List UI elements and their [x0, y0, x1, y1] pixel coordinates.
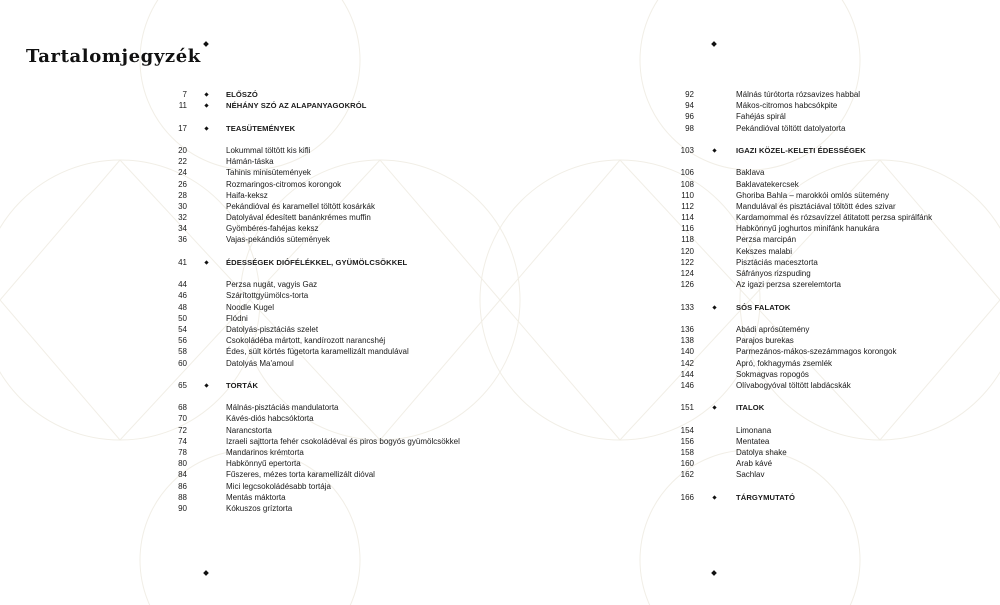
- toc-page-number: 114: [681, 213, 694, 223]
- toc-page-number: 65: [178, 380, 187, 390]
- toc-entry-row[interactable]: [0, 279, 500, 290]
- toc-entry-row[interactable]: [500, 447, 1000, 458]
- toc-entry-row[interactable]: [500, 212, 1000, 223]
- ornament-diamond-bottom: [711, 570, 717, 576]
- toc-entry-title: Tahinis minisütemények: [226, 168, 311, 178]
- toc-entry-title: Limonana: [736, 425, 772, 435]
- toc-entry-title: Mentás máktorta: [226, 492, 286, 502]
- toc-entry-row[interactable]: [500, 425, 1000, 436]
- toc-page-number: 122: [680, 257, 694, 267]
- toc-entry-title: Mandulával és pisztáciával töltött édes szivar: [736, 201, 896, 211]
- toc-gap: [0, 391, 500, 402]
- toc-entry-title: Parmezános-mákos-szezámmagos korongok: [736, 347, 897, 357]
- toc-page-number: 44: [178, 280, 187, 290]
- toc-entry-title: Kekszes malabi: [736, 246, 793, 256]
- section-bullet-icon: [204, 383, 208, 387]
- toc-gap: [500, 413, 1000, 424]
- toc-entry-title: Szárítottgyümölcs-torta: [226, 291, 309, 301]
- toc-entry-title: Fahéjás spirál: [736, 112, 786, 122]
- toc-entry-title: Perzsa nugát, vagyis Gaz: [226, 280, 318, 290]
- toc-page-number: 126: [680, 280, 694, 290]
- toc-entry-title: Noodle Kugel: [226, 302, 275, 312]
- toc-section-row[interactable]: [0, 100, 500, 111]
- toc-entry-title: Málnás túrótorta rózsavizes habbal: [736, 90, 861, 99]
- toc-entry-row[interactable]: [500, 268, 1000, 279]
- toc-entry-row[interactable]: [0, 179, 500, 190]
- toc-page-number: 26: [178, 179, 187, 189]
- toc-section-title: TÁRGYMUTATÓ: [736, 492, 796, 502]
- toc-section-title: TORTÁK: [226, 380, 259, 390]
- toc-entry-row[interactable]: [0, 156, 500, 167]
- toc-entry-row[interactable]: [500, 369, 1000, 380]
- toc-entry-title: Mandarinos krémtorta: [226, 448, 304, 457]
- toc-gap: [500, 290, 1000, 301]
- toc-page-number: 158: [680, 448, 694, 457]
- toc-entry-title: Sokmagvas ropogós: [736, 369, 809, 379]
- toc-entry-row[interactable]: [500, 335, 1000, 346]
- toc-page-number: 142: [680, 358, 694, 368]
- toc-page-number: 160: [680, 459, 694, 469]
- toc-page-number: 30: [178, 201, 187, 211]
- toc-entry-title: Habkönnyű joghurtos minifánk hanukára: [736, 224, 880, 234]
- toc-page-number: 36: [178, 235, 187, 245]
- toc-page-number: 32: [178, 213, 187, 223]
- toc-section-row[interactable]: [500, 302, 1000, 313]
- ornament-diamond-top: [711, 41, 717, 47]
- toc-gap: [500, 481, 1000, 492]
- toc-page-number: 50: [178, 313, 187, 323]
- toc-section-row[interactable]: [0, 380, 500, 391]
- toc-page-number: 54: [178, 324, 187, 334]
- toc-section-row[interactable]: [500, 145, 1000, 156]
- toc-page-number: 110: [681, 190, 694, 200]
- toc-entry-title: Gyömbéres-fahéjas keksz: [226, 224, 319, 234]
- toc-section-row[interactable]: [0, 89, 500, 100]
- toc-entry-row[interactable]: [500, 89, 1000, 100]
- toc-entry-row[interactable]: [500, 346, 1000, 357]
- toc-entry-title: Kávés-diós habcsóktorta: [226, 414, 314, 424]
- toc-section-title: IGAZI KÖZEL-KELETI ÉDESSÉGEK: [736, 145, 866, 155]
- toc-entry-title: Apró, fokhagymás zsemlék: [736, 358, 833, 368]
- toc-section-row[interactable]: [0, 123, 500, 134]
- toc-page-number: 11: [178, 101, 187, 111]
- toc-gap: [500, 134, 1000, 145]
- toc-gap: [0, 246, 500, 257]
- ornament-diamond-bottom: [203, 570, 209, 576]
- toc-page-number: 7: [182, 90, 187, 99]
- toc-entry-title: Datolyával édesített banánkrémes muffin: [226, 213, 371, 223]
- toc-section-title: ITALOK: [736, 403, 765, 413]
- toc-section-title: ÉDESSÉGEK DIÓFÉLÉKKEL, GYÜMÖLCSÖKKEL: [226, 257, 408, 267]
- toc-entry-row[interactable]: [0, 324, 500, 335]
- toc-entry-title: Ghoriba Bahla – marokkói omlós sütemény: [736, 190, 889, 200]
- toc-page-number: 151: [680, 403, 694, 413]
- toc-entry-row[interactable]: [500, 190, 1000, 201]
- toc-gap: [0, 268, 500, 279]
- toc-page-number: 166: [680, 492, 694, 502]
- toc-entry-row[interactable]: [0, 313, 500, 324]
- section-bullet-icon: [712, 148, 716, 152]
- page-title: Tartalomjegyzék: [26, 46, 201, 67]
- toc-entry-row[interactable]: [500, 111, 1000, 122]
- toc-gap: [0, 111, 500, 122]
- toc-page-number: 106: [680, 168, 694, 178]
- toc-page-number: 156: [680, 436, 694, 446]
- toc-page-number: 28: [178, 190, 187, 200]
- toc-entry-title: Habkönnyű epertorta: [226, 459, 301, 469]
- toc-page-number: 68: [178, 403, 187, 413]
- toc-page-number: 116: [681, 224, 694, 234]
- toc-entry-title: Datolyás-pisztáciás szelet: [226, 324, 319, 334]
- toc-page-number: 103: [680, 145, 694, 155]
- toc-entry-title: Kardamommal és rózsavízzel átitatott perzsa spirálfánk: [736, 213, 933, 223]
- toc-page-number: 70: [178, 414, 187, 424]
- toc-section-title: ELŐSZÓ: [226, 90, 258, 99]
- toc-page-number: 92: [685, 90, 694, 99]
- toc-entry-row[interactable]: [0, 469, 500, 480]
- toc-entry-title: Haifa-keksz: [226, 190, 268, 200]
- toc-page-number: 41: [178, 257, 187, 267]
- toc-entry-row[interactable]: [0, 402, 500, 413]
- toc-page-number: 78: [178, 448, 187, 457]
- toc-entry-row[interactable]: [0, 145, 500, 156]
- toc-page-number: 144: [680, 369, 694, 379]
- toc-page-number: 108: [680, 179, 694, 189]
- toc-entry-row[interactable]: [0, 302, 500, 313]
- toc-entry-row[interactable]: [0, 458, 500, 469]
- section-bullet-icon: [712, 495, 716, 499]
- toc-entry-title: Málnás-pisztáciás mandulatorta: [226, 403, 339, 413]
- toc-section-title: NÉHÁNY SZÓ AZ ALAPANYAGOKRÓL: [226, 101, 367, 111]
- toc-entry-row[interactable]: [500, 436, 1000, 447]
- toc-entry-row[interactable]: [0, 212, 500, 223]
- toc-entry-row[interactable]: [500, 257, 1000, 268]
- toc-entry-row[interactable]: [500, 469, 1000, 480]
- toc-page-number: 94: [685, 101, 694, 111]
- toc-section-row[interactable]: [500, 402, 1000, 413]
- toc-right-column: [500, 89, 1000, 503]
- toc-page-number: 88: [178, 492, 187, 502]
- toc-entry-title: Hámán-táska: [226, 157, 274, 167]
- toc-entry-title: Parajos burekas: [736, 336, 794, 346]
- toc-section-title: TEASÜTEMÉNYEK: [226, 123, 296, 133]
- section-bullet-icon: [204, 92, 208, 96]
- toc-entry-title: Perzsa marcipán: [736, 235, 797, 245]
- toc-entry-title: Arab kávé: [736, 459, 773, 469]
- toc-entry-row[interactable]: [500, 380, 1000, 391]
- toc-page-number: 22: [178, 157, 187, 167]
- toc-page-number: 86: [178, 481, 187, 491]
- toc-page-number: 84: [178, 470, 187, 480]
- toc-page-number: 74: [178, 436, 187, 446]
- toc-entry-row[interactable]: [0, 503, 500, 514]
- toc-entry-title: Sachlav: [736, 470, 765, 480]
- toc-entry-title: Abádi aprósütemény: [736, 324, 810, 334]
- toc-entry-row[interactable]: [500, 223, 1000, 234]
- toc-section-title: SÓS FALATOK: [736, 302, 791, 312]
- toc-entry-title: Datolya shake: [736, 448, 787, 457]
- toc-entry-title: Baklava: [736, 168, 765, 178]
- toc-entry-row[interactable]: [500, 358, 1000, 369]
- toc-entry-row[interactable]: [0, 190, 500, 201]
- toc-entry-row[interactable]: [500, 179, 1000, 190]
- toc-entry-row[interactable]: [500, 279, 1000, 290]
- toc-page-number: 48: [178, 302, 187, 312]
- toc-page-number: 90: [178, 503, 187, 513]
- toc-entry-title: Vajas-pekándiós sütemények: [226, 235, 330, 245]
- toc-entry-row[interactable]: [0, 234, 500, 245]
- toc-gap: [0, 369, 500, 380]
- toc-entry-row[interactable]: [0, 481, 500, 492]
- toc-page-number: 124: [680, 269, 694, 278]
- toc-entry-title: Édes, sült körtés fügetorta karamellizált mandulával: [226, 347, 409, 357]
- toc-entry-row[interactable]: [0, 358, 500, 369]
- toc-entry-row[interactable]: [0, 223, 500, 234]
- toc-page-number: 56: [178, 336, 187, 346]
- toc-page-number: 138: [680, 336, 694, 346]
- section-bullet-icon: [204, 260, 208, 264]
- toc-page-number: 24: [178, 168, 187, 178]
- toc-page-number: 17: [178, 123, 187, 133]
- toc-entry-title: Narancstorta: [226, 425, 272, 435]
- toc-page-number: 72: [178, 425, 187, 435]
- toc-gap: [500, 391, 1000, 402]
- toc-entry-row[interactable]: [0, 201, 500, 212]
- toc-entry-row[interactable]: [0, 425, 500, 436]
- toc-gap: [500, 156, 1000, 167]
- toc-page-number: 118: [681, 235, 694, 245]
- toc-page-number: 120: [680, 246, 694, 256]
- toc-entry-row[interactable]: [500, 123, 1000, 134]
- toc-page-number: 154: [680, 425, 694, 435]
- toc-entry-title: Baklavatekercsek: [736, 179, 799, 189]
- toc-entry-row[interactable]: [0, 447, 500, 458]
- toc-entry-row[interactable]: [0, 436, 500, 447]
- toc-entry-title: Datolyás Ma'amoul: [226, 358, 294, 368]
- toc-entry-row[interactable]: [500, 458, 1000, 469]
- toc-entry-title: Mentatea: [736, 436, 770, 446]
- toc-page-number: 60: [178, 358, 187, 368]
- toc-entry-title: Rozmaringos-citromos korongok: [226, 179, 342, 189]
- toc-gap: [0, 134, 500, 145]
- toc-section-row[interactable]: [500, 492, 1000, 503]
- toc-page-number: 80: [178, 459, 187, 469]
- toc-page-number: 133: [680, 302, 694, 312]
- toc-gap: [500, 313, 1000, 324]
- toc-entry-row[interactable]: [500, 324, 1000, 335]
- right-page: [500, 0, 1000, 605]
- section-bullet-icon: [712, 406, 716, 410]
- toc-entry-row[interactable]: [500, 246, 1000, 257]
- toc-section-row[interactable]: [0, 257, 500, 268]
- toc-entry-title: Izraeli sajttorta fehér csokoládéval és piros bogyós gyümölcsökkel: [226, 436, 460, 446]
- toc-page-number: 112: [681, 201, 694, 211]
- section-bullet-icon: [204, 126, 208, 130]
- toc-entry-title: Pekándióval és karamellel töltött kosárkák: [226, 201, 375, 211]
- section-bullet-icon: [204, 104, 208, 108]
- toc-page-number: 136: [680, 324, 694, 334]
- toc-entry-row[interactable]: [500, 167, 1000, 178]
- toc-page-number: 98: [685, 123, 694, 133]
- toc-page-number: 162: [680, 470, 694, 480]
- toc-entry-row[interactable]: [0, 346, 500, 357]
- section-bullet-icon: [712, 305, 716, 309]
- toc-entry-title: Pekándióval töltött datolyatorta: [736, 123, 846, 133]
- ornament-diamond-top: [203, 41, 209, 47]
- toc-entry-row[interactable]: [500, 201, 1000, 212]
- toc-entry-title: Kókuszos gríztorta: [226, 503, 293, 513]
- toc-left-column: [0, 89, 500, 514]
- toc-entry-title: Mákos-citromos habcsókpite: [736, 101, 838, 111]
- toc-page-number: 140: [680, 347, 694, 357]
- toc-entry-title: Olívabogyóval töltött labdácskák: [736, 380, 851, 390]
- toc-entry-title: Fűszeres, mézes torta karamellizált dióval: [226, 470, 375, 480]
- toc-entry-row[interactable]: [0, 290, 500, 301]
- toc-entry-title: Lokummal töltött kis kifli: [226, 145, 311, 155]
- toc-entry-row[interactable]: [0, 492, 500, 503]
- toc-page-number: 46: [178, 291, 187, 301]
- toc-entry-row[interactable]: [0, 413, 500, 424]
- toc-page-number: 96: [685, 112, 694, 122]
- toc-entry-row[interactable]: [0, 167, 500, 178]
- toc-page-number: 146: [680, 380, 694, 390]
- toc-entry-title: Az igazi perzsa szerelemtorta: [736, 280, 841, 290]
- toc-entry-row[interactable]: [500, 100, 1000, 111]
- toc-entry-row[interactable]: [500, 234, 1000, 245]
- toc-entry-title: Flódni: [226, 313, 248, 323]
- toc-entry-title: Csokoládéba mártott, kandírozott narancshéj: [226, 336, 386, 346]
- toc-entry-row[interactable]: [0, 335, 500, 346]
- toc-page-number: 58: [178, 347, 187, 357]
- toc-page-number: 34: [178, 224, 187, 234]
- toc-entry-title: Pisztáciás macesztorta: [736, 257, 818, 267]
- toc-entry-title: Sáfrányos rizspuding: [736, 269, 811, 278]
- toc-page-number: 20: [178, 145, 187, 155]
- toc-entry-title: Mici legcsokoládésabb tortája: [226, 481, 331, 491]
